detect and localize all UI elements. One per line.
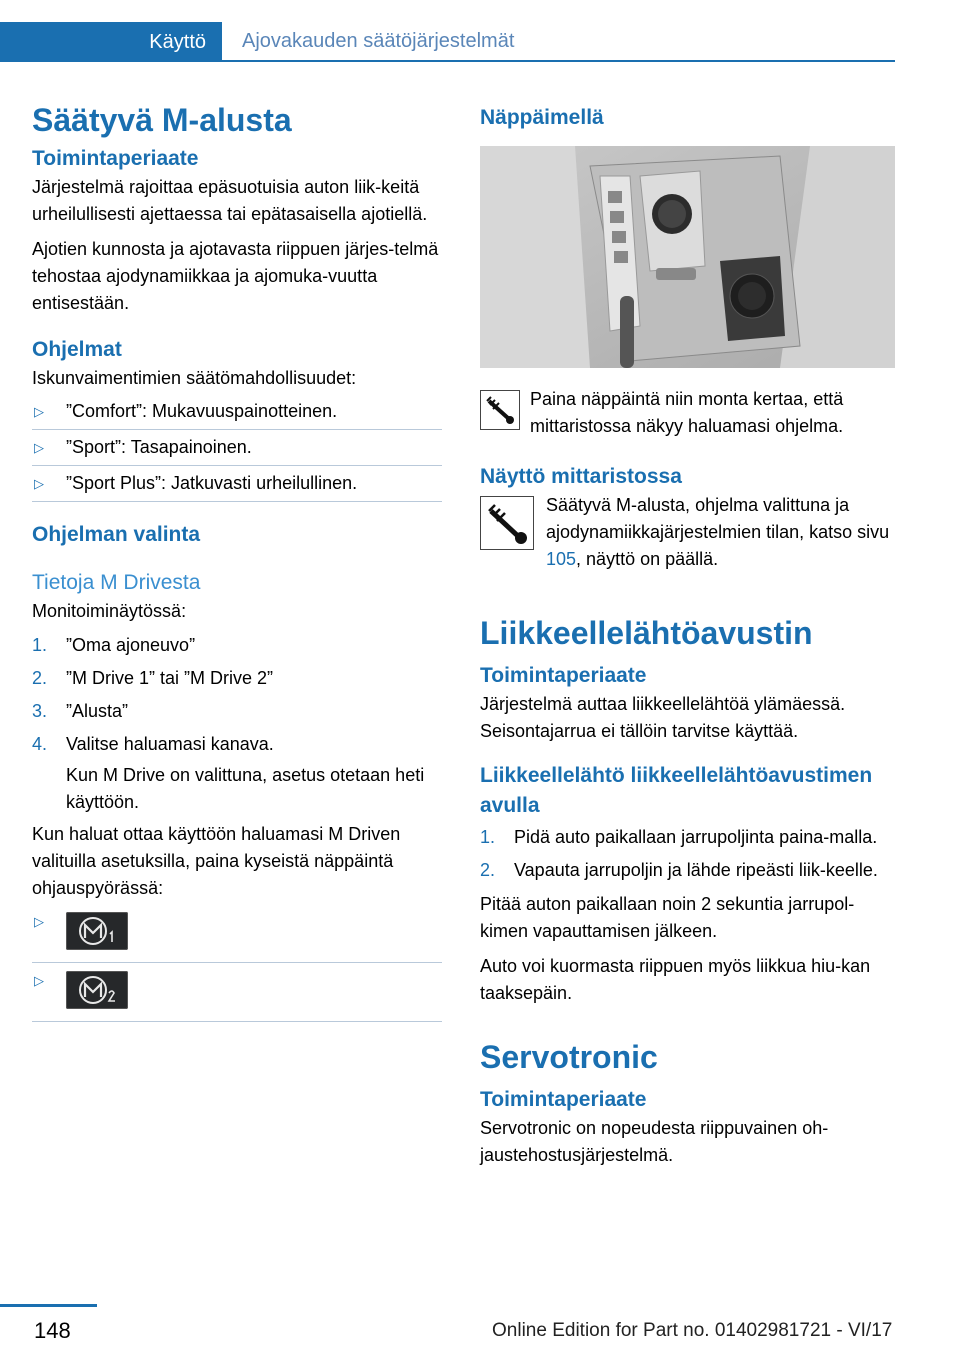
step-number: 2. (32, 668, 48, 688)
list-item (32, 695, 442, 728)
step-text: ”Alusta” (66, 701, 129, 721)
footer-divider (0, 1304, 97, 1307)
list-item (480, 854, 895, 887)
header-subsection: Ajovakauden säätöjärjestelmät (222, 22, 895, 62)
header-section: Käyttö (0, 22, 222, 62)
mdrive-intro: Monitoiminäytössä: (32, 601, 187, 621)
m1-button-icon (66, 912, 128, 950)
assist-principle-text: Järjestelmä auttaa liikkeellelähtöä ylämäessä. Seisontajarrua ei tällöin tarvitse käyttää. (480, 694, 846, 741)
list-item: ▷ ”Sport Plus”: Jatkuvasti urheilullinen. (32, 466, 442, 502)
step-text: Vapauta jarrupoljin ja lähde ripeästi liik-keelle. (514, 860, 878, 880)
step-text: ”M Drive 1” tai ”M Drive 2” (66, 668, 274, 688)
triangle-bullet-icon: ▷ (34, 914, 44, 929)
list-item (32, 629, 442, 662)
suspension-wrench-icon (480, 496, 534, 550)
step-subtext: Kun M Drive on valittuna, asetus otetaan heti käyttöön. (66, 765, 425, 812)
selection-heading: Ohjelman valinta (32, 523, 201, 546)
servo-text: Servotronic on nopeudesta riippuvainen oh-jaustehostusjärjestelmä. (480, 1118, 829, 1165)
programs-list (32, 394, 442, 502)
page-number: 148 (34, 1318, 71, 1343)
step-number: 4. (32, 734, 48, 754)
right-column (480, 96, 895, 1177)
assist-steps (480, 821, 895, 887)
assist-text-2: Auto voi kuormasta riippuen myös liikkua hiu-kan taaksepäin. (480, 956, 871, 1003)
list-item (32, 728, 442, 819)
list-item (32, 662, 442, 695)
step-number: 1. (480, 827, 496, 847)
m2-button-item (32, 969, 442, 1022)
programs-heading: Ohjelmat (32, 338, 122, 361)
m2-button-icon (66, 971, 128, 1009)
cluster-display-text (546, 492, 895, 573)
after-steps-text: Kun haluat ottaa käyttöön haluamasi M Driven valituilla asetuksilla, paina kyseistä näppäintä ohjauspyörässä: (32, 824, 401, 898)
left-column (32, 96, 442, 1022)
cluster-text-b: , näyttö on päällä. (576, 549, 719, 569)
step-number: 1. (32, 635, 48, 655)
keys-heading: Näppäimellä (480, 106, 604, 129)
center-console-photo (480, 146, 895, 368)
assist-text-1: Pitää auton paikallaan noin 2 sekuntia jarrupol-kimen vapauttamisen jälkeen. (480, 894, 855, 941)
key-instruction-text: Paina näppäintä niin monta kertaa, että mittaristossa näkyy haluamasi ohjelma. (530, 389, 844, 436)
principle-text-2: Ajotien kunnosta ja ajotavasta riippuen järjes-telmä tehostaa ajodynamiikkaa ja ajomuka-vuutta entisestään. (32, 239, 439, 313)
page-header (0, 22, 895, 62)
step-number: 3. (32, 701, 48, 721)
step-text: Valitse haluamasi kanava. (66, 734, 274, 754)
list-item: ▷ ”Comfort”: Mukavuuspainotteinen. (32, 394, 442, 430)
cluster-heading: Näyttö mittaristossa (480, 465, 682, 488)
servo-principle-heading: Toimintaperiaate (480, 1088, 647, 1111)
step-text: Pidä auto paikallaan jarrupoljinta paina-malla. (514, 827, 878, 847)
cluster-display-info (480, 492, 895, 573)
list-item (480, 821, 895, 854)
edition-info: Online Edition for Part no. 01402981721 - VI/17 (492, 1320, 893, 1341)
section-title: Säätyvä M-alusta (32, 102, 292, 138)
suspension-wrench-icon (480, 390, 520, 430)
list-item: ▷ ”Sport”: Tasapainoinen. (32, 430, 442, 466)
principle-heading: Toimintaperiaate (32, 147, 199, 170)
cluster-text-a: Säätyvä M-alusta, ohjelma valittuna ja ajodynamiikkajärjestelmien tilan, katso sivu (546, 495, 890, 542)
step-number: 2. (480, 860, 496, 880)
assist-start-heading: Liikkeellelähtö liikkeellelähtöavustimen avulla (480, 764, 873, 817)
triangle-bullet-icon: ▷ (34, 973, 44, 988)
key-instruction (480, 386, 895, 440)
step-text: ”Oma ajoneuvo” (66, 635, 196, 655)
m1-button-item (32, 910, 442, 963)
mdrive-heading: Tietoja M Drivesta (32, 571, 201, 594)
programs-intro: Iskunvaimentimien säätömahdollisuudet: (32, 368, 357, 388)
assist-title: Liikkeellelähtöavustin (480, 615, 813, 651)
principle-text: Järjestelmä rajoittaa epäsuotuisia auton liik-keitä urheilullisesti ajettaessa tai epätasaisella ajotiellä. (32, 177, 428, 224)
mdrive-steps (32, 629, 442, 819)
servo-title: Servotronic (480, 1039, 658, 1075)
assist-principle-heading: Toimintaperiaate (480, 664, 647, 687)
page-reference-link[interactable]: 105 (546, 549, 577, 569)
